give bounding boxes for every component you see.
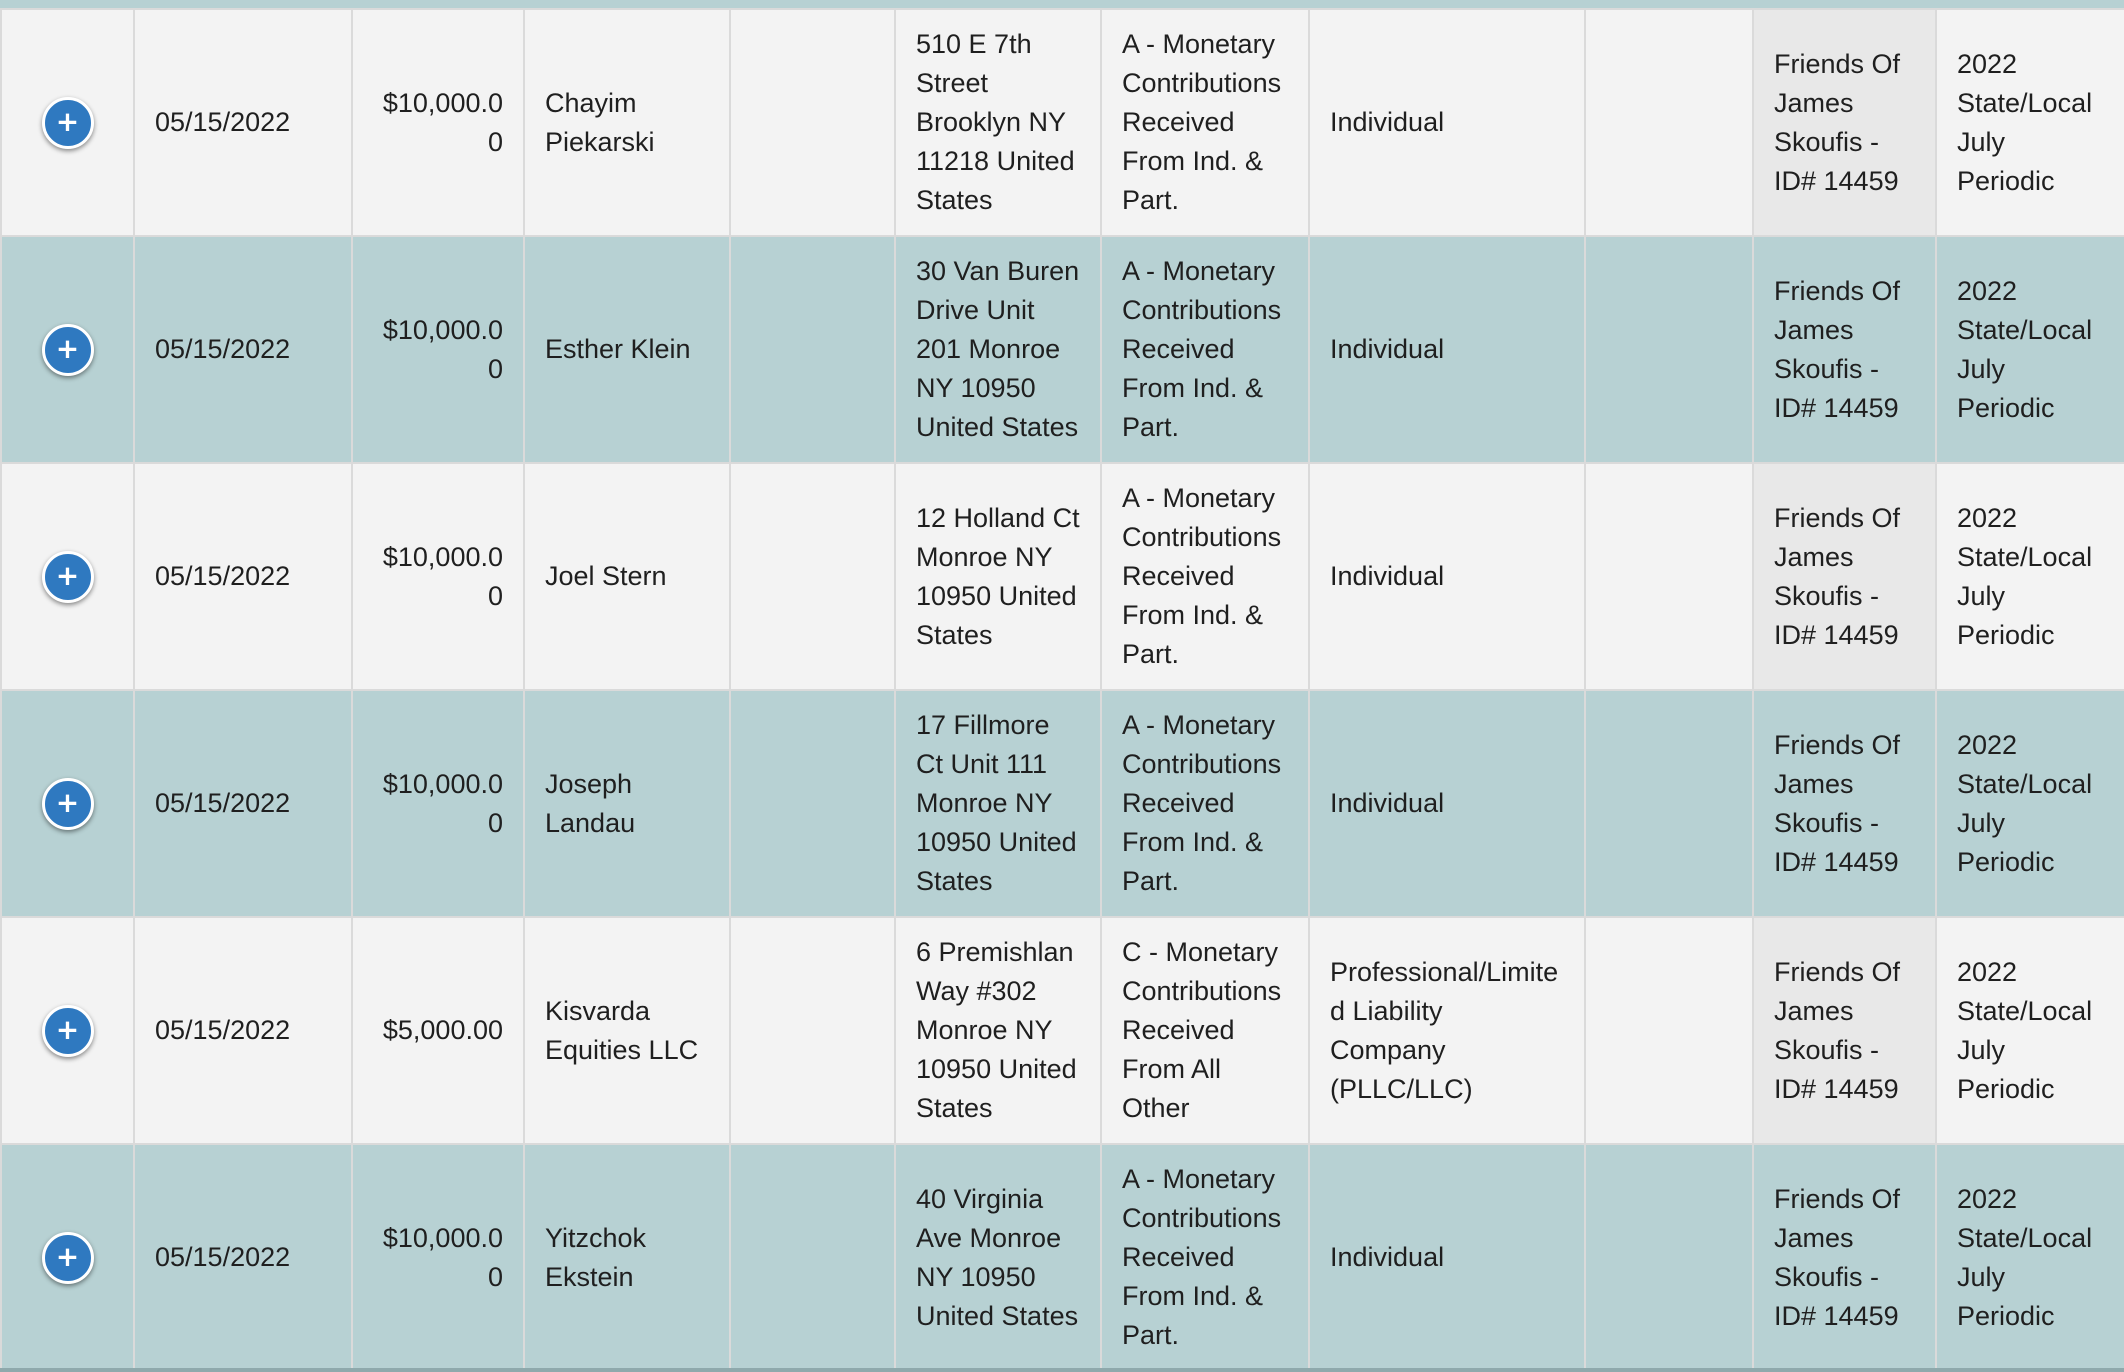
expand-cell xyxy=(1,1144,134,1371)
report-cell: 2022 State/Local July Periodic xyxy=(1936,690,2124,917)
amount-cell: $10,000.00 xyxy=(352,690,524,917)
table-row[interactable] xyxy=(1,690,2124,917)
plus-circle-icon[interactable]: + xyxy=(42,97,94,149)
table-row[interactable] xyxy=(1,917,2124,1144)
empty-cell xyxy=(1585,917,1753,1144)
schedule-cell: C - Monetary Contributions Received From All Other xyxy=(1101,917,1309,1144)
filer-cell: Friends Of James Skoufis - ID# 14459 xyxy=(1753,236,1936,463)
amount-cell: $10,000.00 xyxy=(352,9,524,236)
empty-cell xyxy=(730,917,895,1144)
filer-cell: Friends Of James Skoufis - ID# 14459 xyxy=(1753,1144,1936,1371)
contributor-name-cell: Joseph Landau xyxy=(524,690,730,917)
date-cell: 05/15/2022 xyxy=(134,9,352,236)
table-row[interactable] xyxy=(1,1144,2124,1371)
filer-cell: Friends Of James Skoufis - ID# 14459 xyxy=(1753,463,1936,690)
contributor-name-cell: Esther Klein xyxy=(524,236,730,463)
contributor-type-cell: Individual xyxy=(1309,463,1585,690)
report-cell: 2022 State/Local July Periodic xyxy=(1936,9,2124,236)
schedule-cell: A - Monetary Contributions Received From Ind. & Part. xyxy=(1101,236,1309,463)
contributor-name-cell: Kisvarda Equities LLC xyxy=(524,917,730,1144)
table-bottom-border xyxy=(0,1368,2124,1372)
contributor-name-cell: Yitzchok Ekstein xyxy=(524,1144,730,1371)
address-cell: 6 Premishlan Way #302 Monroe NY 10950 United States xyxy=(895,917,1101,1144)
date-cell: 05/15/2022 xyxy=(134,236,352,463)
schedule-cell: A - Monetary Contributions Received From Ind. & Part. xyxy=(1101,690,1309,917)
schedule-cell: A - Monetary Contributions Received From Ind. & Part. xyxy=(1101,1144,1309,1371)
report-cell: 2022 State/Local July Periodic xyxy=(1936,917,2124,1144)
amount-cell: $10,000.00 xyxy=(352,236,524,463)
contributor-type-cell: Individual xyxy=(1309,690,1585,917)
amount-cell: $5,000.00 xyxy=(352,917,524,1144)
report-cell: 2022 State/Local July Periodic xyxy=(1936,463,2124,690)
empty-cell xyxy=(730,1144,895,1371)
amount-cell: $10,000.00 xyxy=(352,463,524,690)
expand-cell xyxy=(1,236,134,463)
expand-cell xyxy=(1,690,134,917)
contributor-name-cell: Chayim Piekarski xyxy=(524,9,730,236)
filer-cell: Friends Of James Skoufis - ID# 14459 xyxy=(1753,9,1936,236)
amount-cell: $10,000.00 xyxy=(352,1144,524,1371)
date-cell: 05/15/2022 xyxy=(134,1144,352,1371)
report-cell: 2022 State/Local July Periodic xyxy=(1936,1144,2124,1371)
contributor-name-cell: Joel Stern xyxy=(524,463,730,690)
empty-cell xyxy=(730,236,895,463)
contributor-type-cell: Individual xyxy=(1309,9,1585,236)
table-body xyxy=(1,9,2124,1371)
contributor-type-cell: Individual xyxy=(1309,1144,1585,1371)
plus-circle-icon[interactable]: + xyxy=(42,551,94,603)
schedule-cell: A - Monetary Contributions Received From Ind. & Part. xyxy=(1101,9,1309,236)
table-row[interactable] xyxy=(1,463,2124,690)
table-row[interactable] xyxy=(1,9,2124,236)
empty-cell xyxy=(730,463,895,690)
previous-row-edge xyxy=(0,0,2124,8)
filer-cell: Friends Of James Skoufis - ID# 14459 xyxy=(1753,917,1936,1144)
expand-cell xyxy=(1,917,134,1144)
table-row[interactable] xyxy=(1,236,2124,463)
date-cell: 05/15/2022 xyxy=(134,917,352,1144)
plus-circle-icon[interactable]: + xyxy=(42,1232,94,1284)
address-cell: 12 Holland Ct Monroe NY 10950 United States xyxy=(895,463,1101,690)
filer-cell: Friends Of James Skoufis - ID# 14459 xyxy=(1753,690,1936,917)
address-cell: 17 Fillmore Ct Unit 111 Monroe NY 10950 United States xyxy=(895,690,1101,917)
plus-circle-icon[interactable]: + xyxy=(42,324,94,376)
empty-cell xyxy=(1585,690,1753,917)
empty-cell xyxy=(1585,9,1753,236)
contributions-table xyxy=(0,8,2124,1372)
empty-cell xyxy=(730,690,895,917)
address-cell: 30 Van Buren Drive Unit 201 Monroe NY 10950 United States xyxy=(895,236,1101,463)
expand-cell xyxy=(1,463,134,690)
contributor-type-cell: Individual xyxy=(1309,236,1585,463)
plus-circle-icon[interactable]: + xyxy=(42,778,94,830)
empty-cell xyxy=(1585,1144,1753,1371)
plus-circle-icon[interactable]: + xyxy=(42,1005,94,1057)
address-cell: 510 E 7th Street Brooklyn NY 11218 United States xyxy=(895,9,1101,236)
address-cell: 40 Virginia Ave Monroe NY 10950 United States xyxy=(895,1144,1101,1371)
empty-cell xyxy=(1585,236,1753,463)
report-cell: 2022 State/Local July Periodic xyxy=(1936,236,2124,463)
empty-cell xyxy=(1585,463,1753,690)
date-cell: 05/15/2022 xyxy=(134,690,352,917)
contributor-type-cell: Professional/Limited Liability Company (PLLC/LLC) xyxy=(1309,917,1585,1144)
empty-cell xyxy=(730,9,895,236)
schedule-cell: A - Monetary Contributions Received From Ind. & Part. xyxy=(1101,463,1309,690)
date-cell: 05/15/2022 xyxy=(134,463,352,690)
expand-cell xyxy=(1,9,134,236)
